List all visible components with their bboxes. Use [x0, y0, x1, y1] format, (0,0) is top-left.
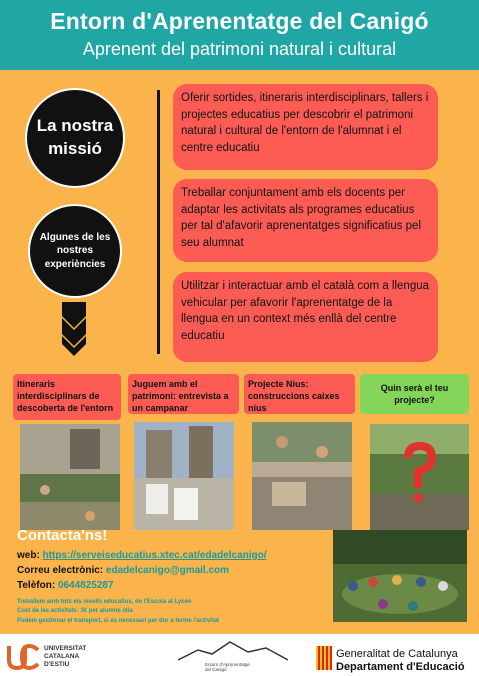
mission-item-3: Utilitzar i interactuar amb el català com a llengua vehicular per afavorir l'aprenentatge de la llengua en un context més enllà del centre educatiu	[173, 272, 438, 362]
experiences-label-line3: experiències	[44, 258, 106, 270]
center-logo-text	[205, 662, 250, 673]
divider-line	[157, 90, 160, 354]
web-link[interactable]: https://serveiseducatius.xtec.cat/edadelcanigo/	[42, 550, 267, 561]
page-subtitle: Aprenent del patrimoni natural i cultural	[82, 39, 397, 59]
gen-line2: Departament d'Educació	[336, 661, 465, 674]
experience-itineraris: Itineraris interdisciplinars de descoberta de l'entorn	[13, 374, 121, 420]
contact-title: Contacta'ns!	[17, 527, 108, 544]
photo-projecte	[370, 424, 469, 530]
experiences-label-line2: nostres	[56, 245, 94, 257]
chevron-down-icon	[58, 300, 90, 358]
uc-line2: CATALANA	[44, 653, 80, 661]
experience-nius: Projecte Nius: construccions caixes nius	[244, 374, 355, 414]
mission-item-2: Treballar conjuntament amb els docents per adaptar les activitats als programes educatius per tal d'afavorir aprenentatges significatius pel seu alumnat	[173, 179, 438, 262]
contact-phone-row	[17, 578, 267, 593]
contact-section	[17, 527, 267, 593]
uc-line3: D'ESTIU	[44, 661, 70, 669]
web-label: web:	[17, 550, 40, 561]
photo-group	[333, 530, 467, 622]
photo-nius	[252, 422, 352, 530]
experience-patrimoni: Juguem amb el patrimoni: entrevista a un campanar	[128, 374, 239, 414]
experiences-label-line1: Algunes de les	[39, 231, 111, 243]
notes	[17, 598, 219, 626]
email-link[interactable]: edadelcanigo@gmail.com	[105, 565, 230, 576]
header-banner	[0, 0, 479, 70]
photo-itineraris	[20, 424, 120, 530]
center-line1: Entorn d'Aprenentatge	[205, 662, 250, 667]
uc-logo-icon	[6, 642, 40, 672]
contact-email-row	[17, 563, 267, 578]
contact-web-row	[17, 548, 267, 563]
photo-campanar	[134, 422, 234, 530]
note-3: Podem gestionar el transport, si és necessari per dur a terme l'activitat	[17, 617, 220, 624]
experiences-circle	[28, 204, 122, 298]
page-title: Entorn d'Aprenentatge del Canigó	[50, 8, 429, 34]
mountain-logo-icon	[178, 640, 288, 662]
gen-line1: Generalitat de Catalunya	[336, 648, 458, 660]
generalitat-logo-text	[336, 648, 465, 674]
mission-item-1: Oferir sortides, itineraris interdisciplinars, tallers i projectes educatius per descobrir el patrimoni natural i cultural de l'entorn de l'alumnat i el centre educatiu	[173, 84, 438, 170]
generalitat-flag-icon	[316, 646, 332, 670]
note-2: Cost de les activitats: 3€ per alumne /dia	[17, 608, 133, 615]
uc-logo-text	[44, 645, 86, 669]
note-1: Treballem amb tots els nivells educatius, de l'Escola al Lycée	[17, 599, 192, 605]
mission-label-line2: missió	[48, 139, 102, 158]
phone-value[interactable]: 0644825287	[57, 580, 114, 591]
mission-label-line1: La nostra	[36, 116, 114, 136]
uc-line1: UNIVERSITAT	[44, 645, 87, 652]
center-line2: del Canigó	[205, 667, 227, 673]
email-label: Correu electrònic:	[17, 565, 104, 576]
mission-circle	[25, 88, 125, 188]
experience-projecte: Quin serà el teu projecte?	[360, 374, 469, 414]
phone-label: Telèfon:	[17, 580, 56, 591]
